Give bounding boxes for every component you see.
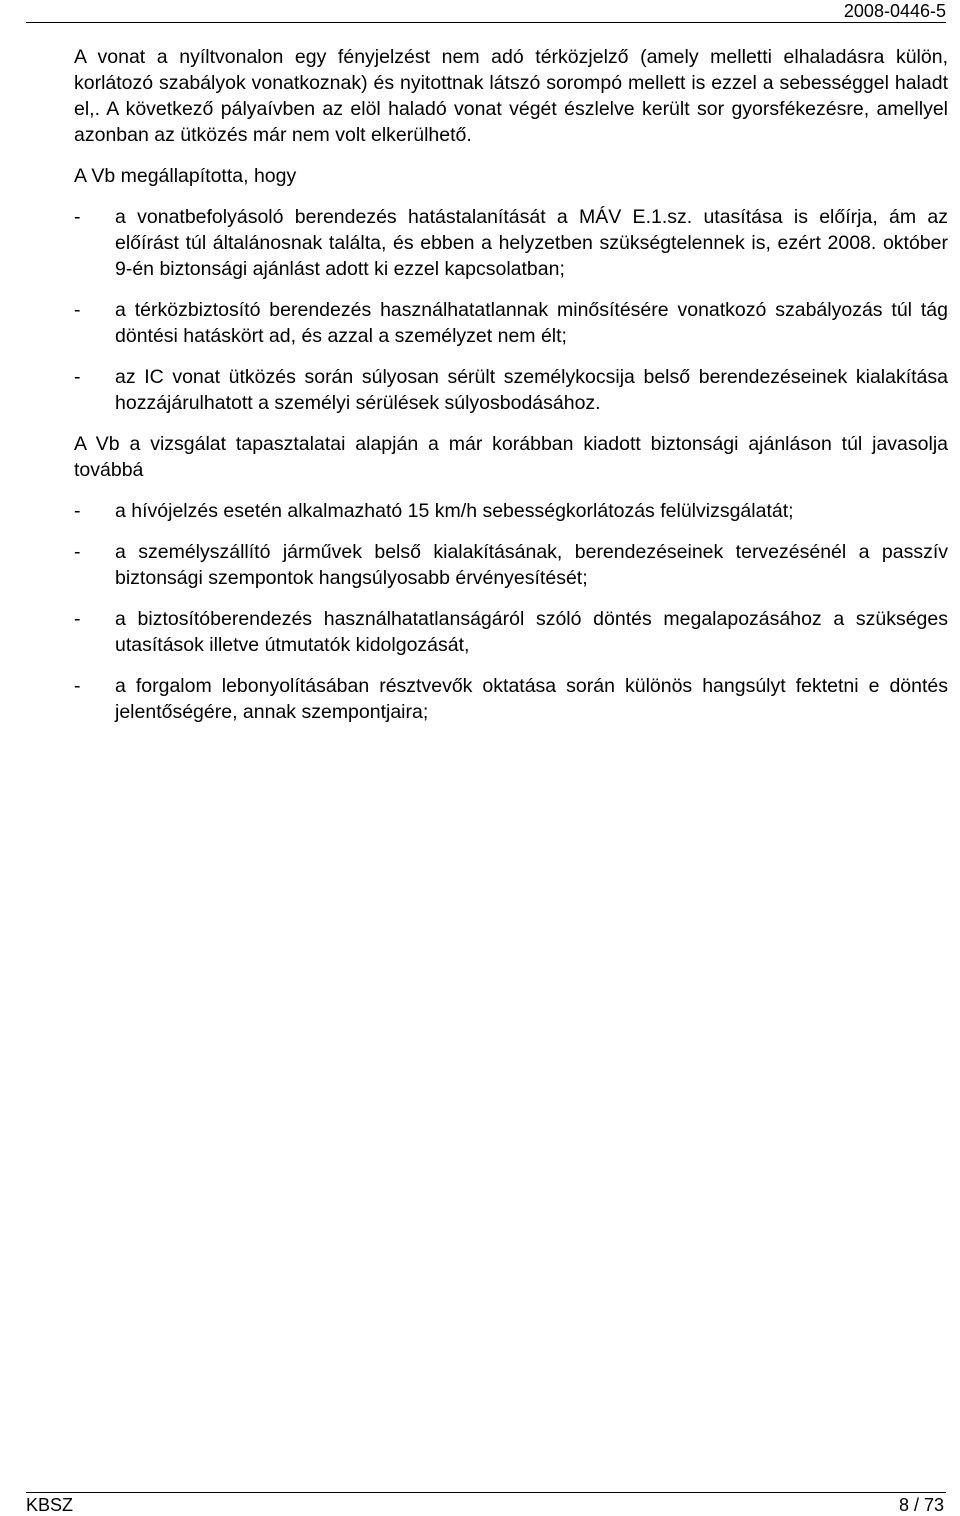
findings-lead: A Vb megállapította, hogy xyxy=(74,165,297,187)
document-id: 2008-0446-5 xyxy=(843,1,946,21)
dash-marker: - xyxy=(74,366,81,388)
dash-marker: - xyxy=(74,206,81,228)
page-number: 8 / 73 xyxy=(898,1495,944,1515)
page-body xyxy=(74,44,948,740)
list-item xyxy=(74,204,948,282)
dash-marker: - xyxy=(74,608,81,630)
list-item xyxy=(74,297,948,349)
footer-organization: KBSZ xyxy=(26,1495,74,1515)
list-item-text: az IC vonat ütközés során súlyosan sérült személykocsija belső berendezéseinek kialakítása hozzájárulhatott a személyi sérülések súlyosbodásához. xyxy=(115,366,948,414)
findings-list xyxy=(74,204,948,416)
list-item xyxy=(74,498,948,524)
list-item-text: a vonatbefolyásoló berendezés hatástalanítását a MÁV E.1.sz. utasítása is előírja, ám az előírást túl általánosnak találta, és ebben a helyzetben szükségtelennek is, ezért 2008. október 9-én biztonsági ajánlást adott ki ezzel kapcsolatban; xyxy=(115,206,948,280)
dash-marker: - xyxy=(74,675,81,697)
list-item-text: a biztosítóberendezés használhatatlanságáról szóló döntés megalapozásához a szükséges utasítások illetve útmutatók kidolgozását, xyxy=(115,608,948,656)
list-item-text: a térközbiztosító berendezés használhatatlannak minősítésére vonatkozó szabályozás túl tág döntési hatáskört ad, és azzal a személyzet nem élt; xyxy=(115,299,948,347)
dash-marker: - xyxy=(74,541,81,563)
header-divider xyxy=(26,22,946,23)
list-item xyxy=(74,364,948,416)
footer-divider xyxy=(26,1492,946,1493)
list-item xyxy=(74,539,948,591)
list-item-text: a forgalom lebonyolításában résztvevők oktatása során különös hangsúlyt fektetni e döntés jelentőségére, annak szempontjaira; xyxy=(115,675,948,723)
list-item-text: a személyszállító járművek belső kialakításának, berendezéseinek tervezésénél a passzív biztonsági szempontok hangsúlyosabb érvényesítését; xyxy=(115,541,948,589)
list-item-text: a hívójelzés esetén alkalmazható 15 km/h sebességkorlátozás felülvizsgálatát; xyxy=(115,500,794,522)
list-item xyxy=(74,673,948,725)
dash-marker: - xyxy=(74,500,81,522)
dash-marker: - xyxy=(74,299,81,321)
list-item xyxy=(74,606,948,658)
recommendations-list xyxy=(74,498,948,725)
intro-paragraph: A vonat a nyíltvonalon egy fényjelzést nem adó térközjelző (amely melletti elhaladásra külön, korlátozó szabályok vonatkoznak) és nyitottnak látszó sorompó mellett is ezzel a sebességgel haladt el,. A következő pályaívben az elöl haladó vonat végét észlelve került sor gyorsfékezésre, amellyel azonban az ütközés már nem volt elkerülhető. xyxy=(74,46,948,146)
recommendations-lead: A Vb a vizsgálat tapasztalatai alapján a már korábban kiadott biztonsági ajánláson túl javasolja továbbá xyxy=(74,433,948,481)
